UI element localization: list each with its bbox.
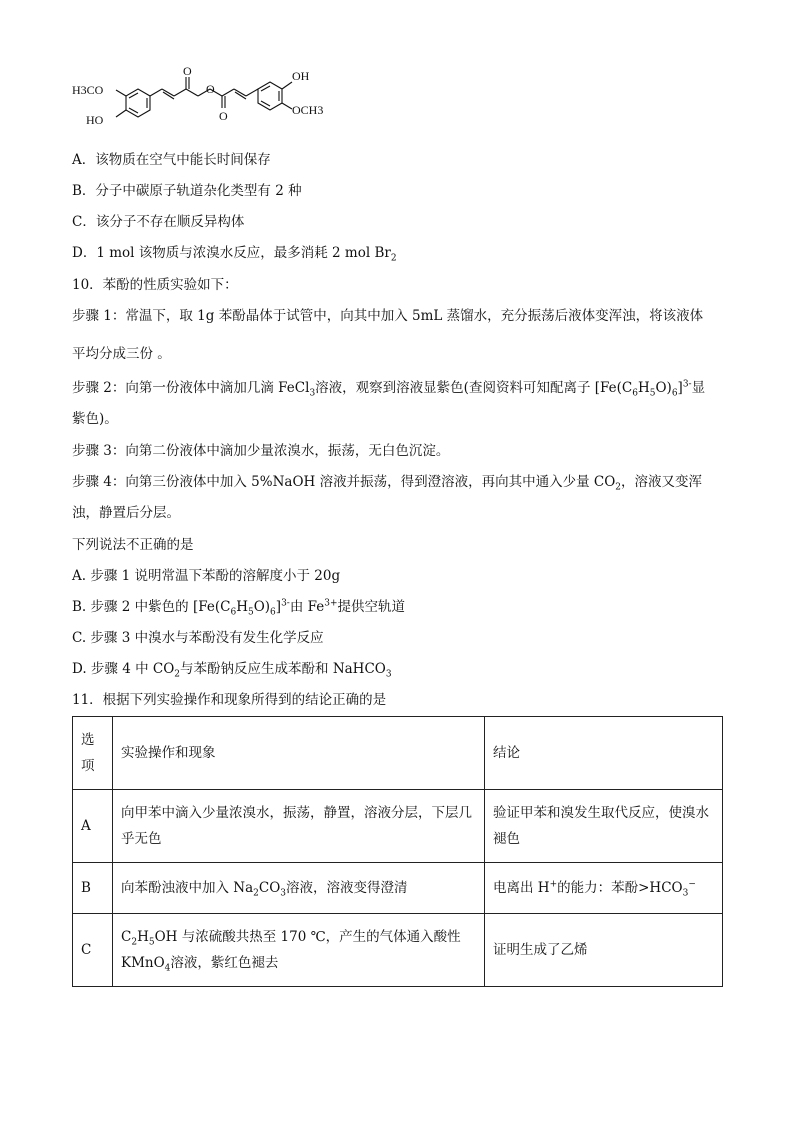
row-a-option: A [73,790,113,863]
text-run: B. 步骤 2 中紫色的 [Fe(C [72,599,231,615]
text-run: 溶液，溶液变得澄清 [286,880,408,896]
q11-table [72,716,723,987]
text-run: 溶液，观察到溶液显紫色(查阅资料可知配离子 [Fe(C [315,380,633,396]
subscript: 5 [148,937,155,948]
q10-option-a: A. 步骤 1 说明常温下苯酚的溶解度小于 20g [72,568,341,584]
q10-option-d [72,660,392,678]
subscript: 2 [174,669,181,680]
right-methoxy-label: OCH3 [292,103,324,117]
subscript: 3 [385,669,392,680]
row-c-option: C [73,914,113,987]
row-b-option: B [73,863,113,914]
superscript: 3- [281,598,290,609]
subscript: 2 [131,937,138,948]
text-run: 提供空轨道 [337,599,406,615]
q9-option-b: B．分子中碳原子轨道杂化类型有 2 种 [72,183,302,199]
q9-option-d-sub: 2 [390,253,397,264]
q10-ask: 下列说法不正确的是 [72,537,194,553]
subscript: 6 [632,388,638,399]
subscript: 5 [649,388,656,399]
text-run: 与苯酚钠反应生成苯酚和 NaHCO [180,661,386,677]
text-run: ] [275,599,282,615]
left-methoxy-label: H3CO [72,83,104,97]
table-row [73,863,723,914]
text-run: D. 步骤 4 中 CO [72,661,175,677]
superscript: + [549,879,558,890]
q10-step2-line2: 紫色)。 [72,411,118,427]
subscript: 6 [270,607,276,618]
row-b-operation [113,863,485,914]
superscript: 3+ [324,598,338,609]
subscript: 3 [280,888,287,899]
text-run: O) [655,380,672,396]
table-row [73,914,723,987]
q10-step1-line2: 平均分成三份 。 [72,346,171,362]
header-operation: 实验操作和现象 [113,717,485,790]
right-hydroxy-label: OH [292,69,310,83]
text-run: OH 与浓硫酸共热至 170 ℃，产生的气体通入酸性 KMnO [121,929,461,971]
subscript: 3 [682,888,689,899]
subscript: 3 [309,388,316,399]
text-run: ，溶液又变浑 [621,474,703,490]
q10-step4-line2: 浊，静置后分层。 [72,505,180,521]
molecule-structure [70,62,380,142]
q10-step1-line1: 步骤 1：常温下，取 1g 苯酚晶体于试管中，向其中加入 5mL 蒸馏水，充分振荡后液体变浑浊，将该液体 [72,308,704,324]
table-header-row [73,717,723,790]
text-run: C [121,929,132,945]
row-c-operation [113,914,485,987]
q10-option-b [72,598,405,616]
subscript: 6 [230,607,237,618]
molecule-svg [70,62,380,142]
text-run: 的能力：苯酚>HCO [557,880,683,896]
text-run: H [137,929,149,945]
row-a-conclusion: 验证甲苯和溴发生取代反应，使溴水褪色 [485,790,723,863]
q9-option-c: C．该分子不存在顺反异构体 [72,214,245,230]
ketone-o-label: O [183,64,192,78]
text-run: 步骤 2：向第一份液体中滴加几滴 FeCl [72,380,310,396]
header-conclusion: 结论 [485,717,723,790]
row-c-conclusion: 证明生成了乙烯 [485,914,723,987]
text-run: H [637,380,650,396]
q10-option-c: C. 步骤 3 中溴水与苯酚没有发生化学反应 [72,630,324,646]
q9-option-d-text: D．1 mol 该物质与浓溴水反应，最多消耗 2 mol Br [72,245,391,261]
row-a-operation: 向甲苯中滴入少量浓溴水，振荡，静置，溶液分层，下层几乎无色 [113,790,485,863]
text-run: H [236,599,248,615]
q10-step3: 步骤 3：向第二份液体中滴加少量浓溴水，振荡，无白色沉淀。 [72,443,450,459]
superscript: − [688,879,696,890]
header-option: 选项 [73,717,113,790]
subscript: 2 [615,482,622,493]
subscript: 5 [247,607,254,618]
text-run: 向苯酚浊液中加入 Na [121,880,254,896]
q10-stem: 10．苯酚的性质实验如下： [72,277,238,293]
q10-step2-line1 [72,379,705,397]
ester-carbonyl-o-label: O [219,109,228,123]
row-b-conclusion [485,863,723,914]
left-hydroxy-label: HO [86,113,104,127]
table-row [73,790,723,863]
subscript: 6 [671,388,678,399]
q9-option-a: A．该物质在空气中能长时间保存 [72,152,271,168]
text-run: 由 Fe [289,599,325,615]
text-run: CO [258,880,281,896]
text-run: ] [677,380,683,396]
superscript: 3- [682,379,692,390]
text-run: O) [253,599,271,615]
text-run: 显 [691,380,706,396]
text-run: 溶液，紫红色褪去 [170,955,279,971]
text-run: 步骤 4：向第三份液体中加入 5%NaOH 溶液并振荡，得到澄溶液，再向其中通入少量 CO [72,474,616,490]
q9-option-d [72,244,397,262]
text-run: 电离出 H [493,880,550,896]
ester-o-label: O [206,82,215,96]
subscript: 2 [253,888,259,899]
q11-stem: 11．根据下列实验操作和现象所得到的结论正确的是 [72,692,387,708]
q10-step4-line1 [72,473,702,491]
subscript: 4 [164,963,171,974]
